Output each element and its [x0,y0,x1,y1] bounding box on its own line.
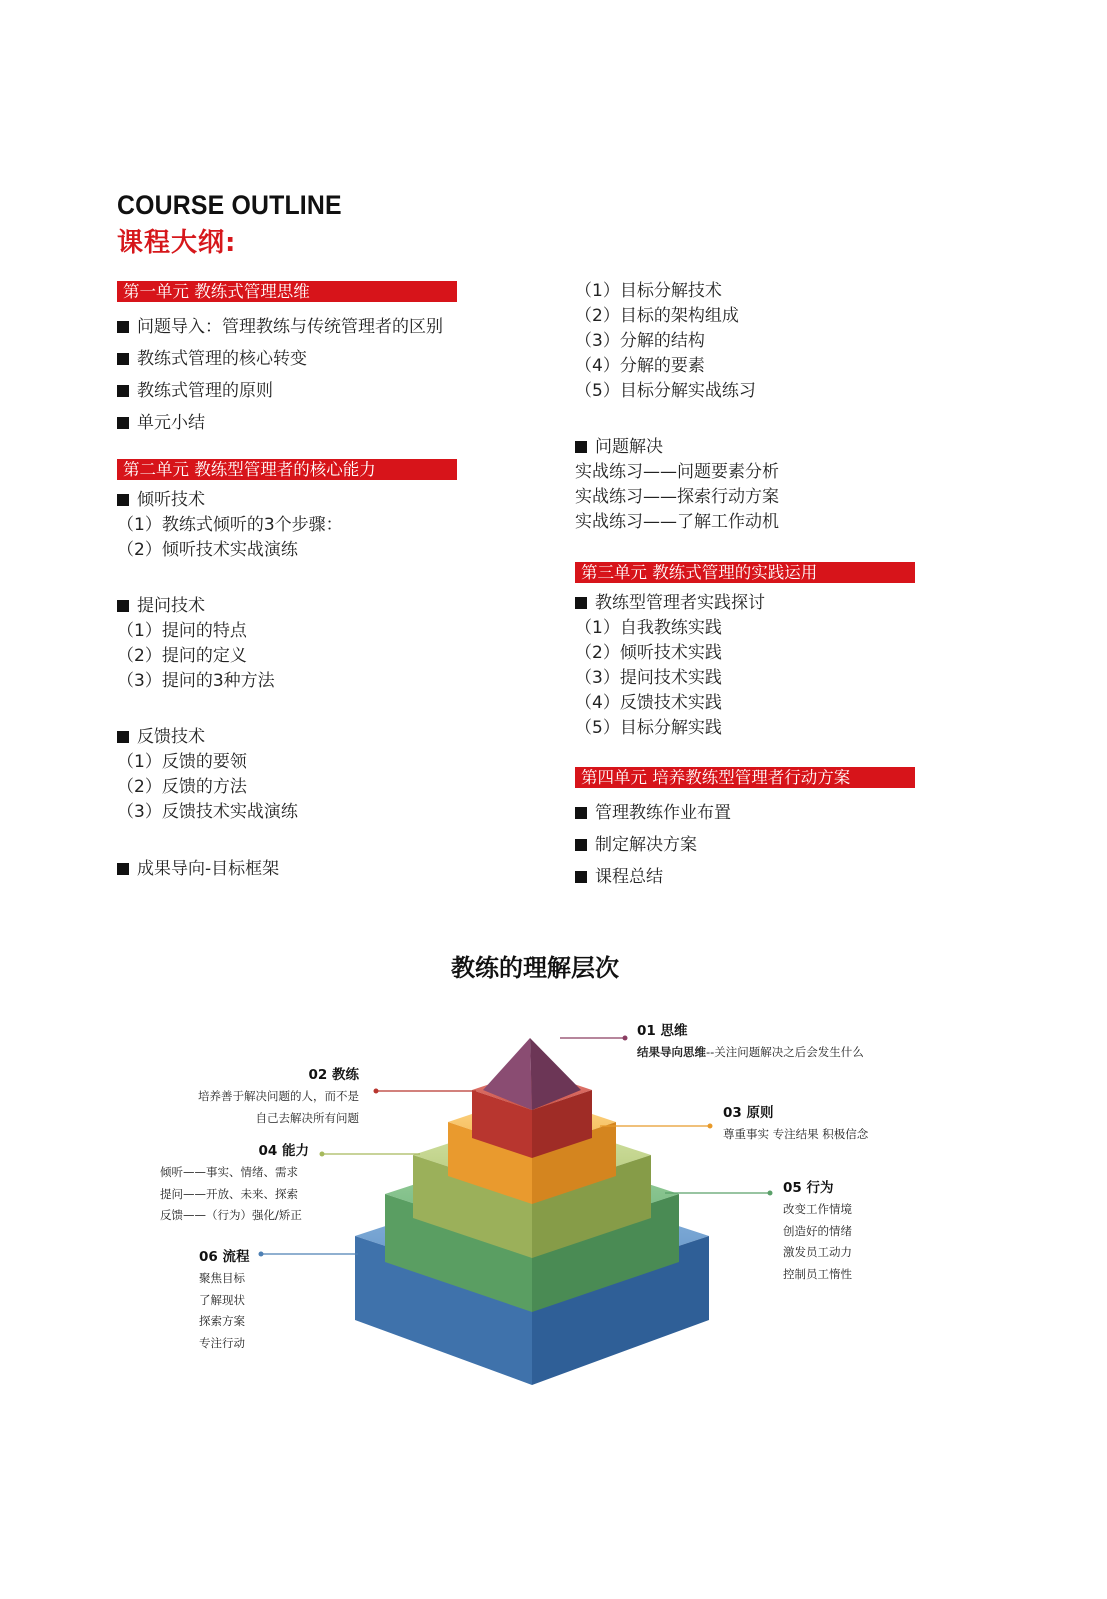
unit1-item: 教练式管理的核心转变 [117,343,457,375]
label-05-title: 05 行为 [783,1180,834,1196]
unit4-item: 制定解决方案 [575,829,915,861]
heading-english: COURSE OUTLINE [117,190,342,220]
label-05-line: 创造好的情绪 [783,1223,852,1238]
label-06-line: 聚焦目标 [199,1271,245,1285]
connector-06 [259,1252,359,1257]
unit3-head: 教练型管理者实践探讨 [575,591,915,616]
unit2-title-bar: 第二单元 教练型管理者的核心能力 [117,459,457,480]
label-05-line: 控制员工惰性 [783,1266,852,1281]
connector-04 [320,1152,421,1157]
label-02-line: 自己去解决所有问题 [255,1110,359,1125]
unit3-sub: （4）反馈技术实践 [575,693,722,713]
label-03-line: 尊重事实 专注结果 积极信念 [723,1127,869,1141]
label-05 [783,1176,852,1285]
pyramid-title: 教练的理解层次 [451,954,619,982]
label-01-text [637,1042,864,1064]
unit1-title-bar: 第一单元 教练式管理思维 [117,281,457,302]
feedback-sub: （2）反馈的方法 [117,777,247,797]
feedback-sub: （3）反馈技术实战演练 [117,802,298,822]
label-01-bold: 结果导向思维 [637,1045,706,1059]
label-01-rest: --关注问题解决之后会发生什么 [706,1045,864,1059]
unit1-item: 教练式管理的原则 [117,375,457,407]
label-01 [637,1019,864,1064]
label-04-line: 反馈——（行为）强化/矫正 [160,1208,302,1222]
label-03-title: 03 原则 [723,1105,774,1121]
goal-sub: （1）目标分解技术 [575,281,722,301]
label-05-line: 改变工作情境 [783,1202,852,1216]
goal-sub: （4）分解的要素 [575,356,705,376]
label-06-line: 了解现状 [199,1292,245,1307]
label-04-line: 提问——开放、未来、探索 [160,1186,298,1201]
problem-head: 问题解决 [575,435,915,460]
listening-sub: （2）倾听技术实战演练 [117,540,298,560]
questioning-head: 提问技术 [117,594,457,619]
heading-chinese: 课程大纲: [117,228,237,258]
unit4-item: 管理教练作业布置 [575,797,915,829]
goal-sub: （5）目标分解实战练习 [575,381,756,401]
unit3-title-bar: 第三单元 教练式管理的实践运用 [575,562,915,583]
questioning-sub: （3）提问的3种方法 [117,671,275,691]
connector-01 [560,1036,628,1041]
label-04 [160,1139,309,1227]
label-06 [199,1245,250,1354]
label-04-title: 04 能力 [258,1143,309,1159]
problem-sub: 实战练习——探索行动方案 [575,487,779,507]
listening-head: 倾听技术 [117,488,457,513]
unit3-sub: （5）目标分解实践 [575,718,722,738]
questioning-sub: （1）提问的特点 [117,621,247,641]
unit1-item: 问题导入：管理教练与传统管理者的区别 [117,311,457,343]
connector-05 [665,1191,773,1196]
unit3-sub: （2）倾听技术实践 [575,643,722,663]
goal-sub: （3）分解的结构 [575,331,705,351]
label-01-title: 01 思维 [637,1023,688,1039]
label-03 [723,1101,868,1146]
feedback-sub: （1）反馈的要领 [117,752,247,772]
unit3-sub: （1）自我教练实践 [575,618,722,638]
connector-02 [374,1089,477,1094]
unit1-item: 单元小结 [117,407,457,439]
label-05-line: 激发员工动力 [783,1245,852,1259]
problem-sub: 实战练习——了解工作动机 [575,512,779,532]
unit3-sub: （3）提问技术实践 [575,668,722,688]
label-06-line: 探索方案 [199,1314,245,1328]
label-06-line: 专注行动 [199,1335,245,1350]
questioning-sub: （2）提问的定义 [117,646,247,666]
label-02-title: 02 教练 [308,1067,359,1083]
label-02-line: 培养善于解决问题的人，而不是 [198,1089,359,1103]
goal-framework-head: 成果导向-目标框架 [117,857,457,882]
feedback-head: 反馈技术 [117,725,457,750]
listening-sub: （1）教练式倾听的3个步骤： [117,515,343,535]
connector-03 [600,1124,713,1129]
problem-sub: 实战练习——问题要素分析 [575,462,779,482]
unit4-item: 课程总结 [575,861,915,893]
label-06-title: 06 流程 [199,1249,250,1265]
label-02 [150,1063,359,1129]
label-04-line: 倾听——事实、情绪、需求 [160,1165,298,1179]
goal-sub: （2）目标的架构组成 [575,306,739,326]
unit4-title-bar: 第四单元 培养教练型管理者行动方案 [575,767,915,788]
